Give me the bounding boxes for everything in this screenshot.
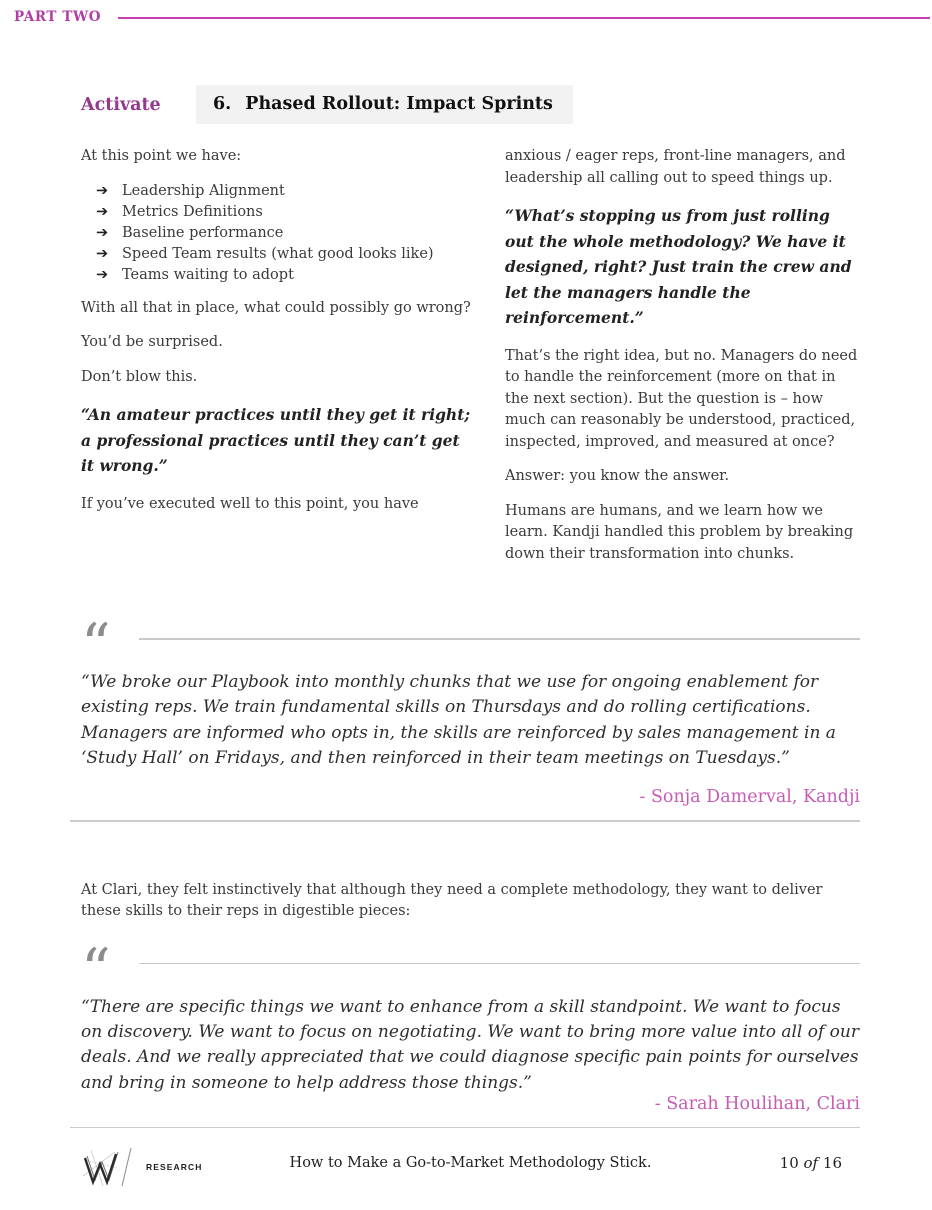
list-item bbox=[81, 202, 471, 223]
paragraph: That’s the right idea, but no. Managers do need to handle the reinforcement (more on that in the next section). But the question is – how much can reasonably be understood, practiced, inspected, improved, and measured at once? bbox=[505, 347, 858, 450]
part-label: PART TWO bbox=[14, 9, 102, 25]
quote-attribution: - Sarah Houlihan, Clari bbox=[654, 1093, 860, 1114]
section-divider bbox=[70, 820, 860, 822]
paragraph: At this point we have: bbox=[81, 148, 242, 164]
page-current: 10 bbox=[779, 1154, 799, 1172]
arrow-icon: ➔ bbox=[96, 203, 109, 220]
quote-rule bbox=[139, 638, 860, 640]
page-content bbox=[81, 0, 860, 1128]
list-item-label: Speed Team results (what good looks like) bbox=[122, 245, 434, 262]
testimonial-quote-kandji bbox=[81, 611, 860, 822]
arrow-icon: ➔ bbox=[96, 245, 109, 262]
page-of-label: of bbox=[803, 1154, 819, 1172]
right-column bbox=[505, 146, 860, 578]
paragraph: At Clari, they felt instinctively that although they need a complete methodology, they want to deliver these skills to their reps in digestible pieces: bbox=[81, 881, 823, 920]
quote-text: “There are specific things we want to enhance from a skill standpoint. We want to focus on discovery. We want to focus on negotiating. We want to bring more value into all of our deals. And we really appreciated that we could diagnose specific pain points for ourselves and bring in someone to help address those things.” bbox=[81, 996, 859, 1093]
paragraph: With all that in place, what could possibly go wrong? bbox=[81, 299, 471, 316]
paragraph: Answer: you know the answer. bbox=[505, 468, 730, 484]
section-heading-row bbox=[81, 85, 860, 124]
inline-pullquote: “An amateur practices until they get it right; a professional practices until they can’t get it wrong.” bbox=[81, 405, 471, 475]
paragraph: Humans are humans, and we learn how we learn. Kandji handled this problem by breaking down their transformation into chunks. bbox=[505, 502, 854, 562]
list-item-label: Leadership Alignment bbox=[122, 182, 285, 199]
checklist bbox=[81, 181, 471, 286]
inline-pullquote: “What’s stopping us from just rolling out the whole methodology? We have it designed, right? Just train the crew and let the managers handle the reinforcement.” bbox=[505, 206, 852, 327]
two-column-body bbox=[81, 146, 860, 578]
list-item bbox=[81, 223, 471, 244]
quotation-mark-icon: “ bbox=[81, 935, 111, 1004]
list-item bbox=[81, 265, 471, 286]
paragraph: anxious / eager reps, front-line managers, and leadership all calling out to speed things up. bbox=[505, 148, 846, 186]
quotation-mark-icon: “ bbox=[81, 611, 111, 679]
arrow-icon: ➔ bbox=[96, 224, 109, 241]
quote-attribution: - Sonja Damerval, Kandji bbox=[639, 787, 860, 808]
list-item bbox=[81, 244, 471, 265]
arrow-icon: ➔ bbox=[96, 182, 109, 199]
quote-header bbox=[81, 935, 860, 1004]
paragraph: You’d be surprised. bbox=[81, 334, 223, 350]
section-title bbox=[196, 85, 573, 124]
section-number: 6. bbox=[213, 94, 232, 114]
logo-research-label: RESEARCH bbox=[146, 1162, 203, 1172]
page-footer bbox=[81, 1143, 860, 1189]
list-item-label: Metrics Definitions bbox=[122, 203, 263, 220]
footer-doc-title: How to Make a Go-to-Market Methodology Stick. bbox=[289, 1155, 652, 1171]
left-column bbox=[81, 146, 471, 578]
column-gutter bbox=[471, 146, 505, 578]
list-item-label: Teams waiting to adopt bbox=[122, 266, 294, 283]
quote-header bbox=[81, 611, 860, 679]
page-total: 16 bbox=[822, 1154, 842, 1172]
arrow-icon: ➔ bbox=[96, 266, 109, 283]
section-title-text: Phased Rollout: Impact Sprints bbox=[245, 94, 553, 114]
list-item-label: Baseline performance bbox=[122, 224, 284, 241]
page-number bbox=[780, 1154, 842, 1172]
list-item bbox=[81, 181, 471, 202]
section-kicker: Activate bbox=[81, 94, 161, 115]
section-divider bbox=[70, 1127, 860, 1129]
quote-rule bbox=[139, 963, 860, 965]
quote-text: “We broke our Playbook into monthly chunks that we use for ongoing enablement for existing reps. We train fundamental skills on Thursdays and do rolling certifications. Managers are informed who opts in, the skills are reinforced by sales management in a ‘Study Hall’ on Fridays, and then reinforced in their team meetings on Tuesdays.” bbox=[81, 672, 836, 768]
paragraph: Don’t blow this. bbox=[81, 368, 198, 385]
testimonial-quote-clari bbox=[81, 935, 860, 1129]
paragraph: If you’ve executed well to this point, you have bbox=[81, 495, 419, 512]
